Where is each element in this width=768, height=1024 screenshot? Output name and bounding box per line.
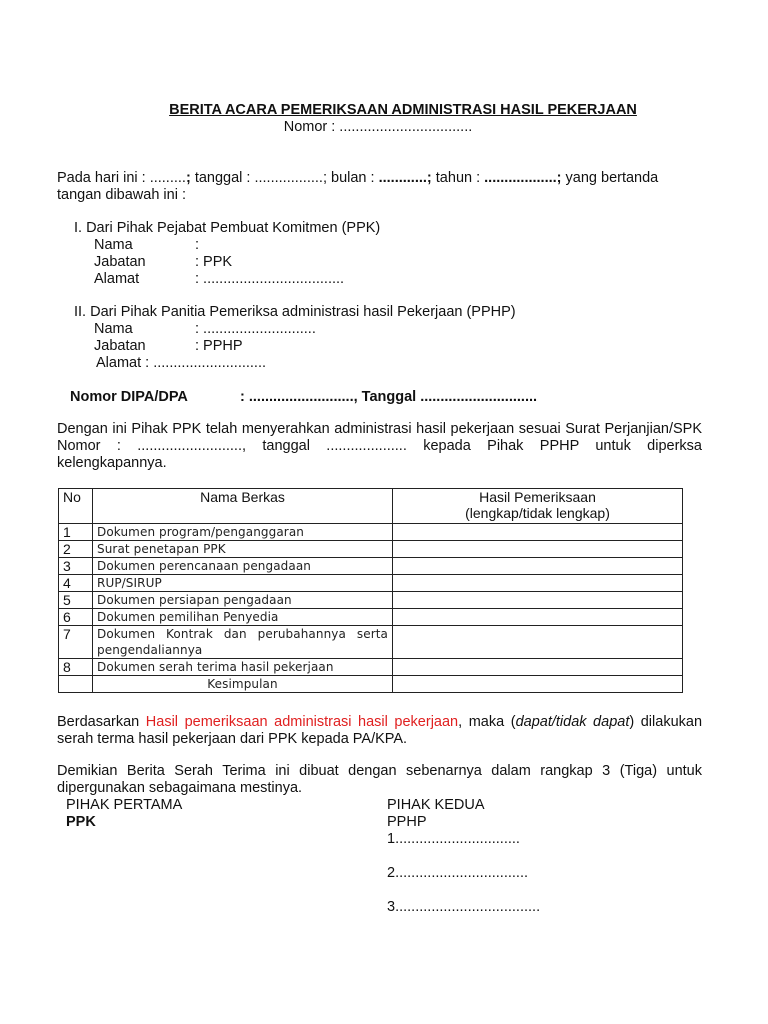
handover-paragraph: Dengan ini Pihak PPK telah menyerahkan administrasi hasil pekerjaan sesuai Surat Perjanjian/SPK Nomor : .........................., tanggal .................... kepada Pihak PPHP untuk diperksa kelengkapannya. (57, 421, 702, 471)
conclusion-text-e: ) dilakukan serah terma hasil pekerjaan dari PPK kepada PA/KPA. (57, 714, 703, 747)
party1-heading: I. Dari Pihak Pejabat Pembuat Komitmen (PPK) (74, 220, 381, 236)
conclusion-paragraph (57, 714, 702, 748)
table-row (59, 592, 683, 609)
row-hasil[interactable] (393, 626, 683, 659)
table-row (59, 609, 683, 626)
header-hasil-label: Hasil Pemeriksaan (479, 489, 596, 505)
opening-tahun-value: ..................; (484, 170, 566, 186)
opening-tahun: tahun : (435, 170, 485, 186)
row-no: 4 (59, 575, 93, 592)
opening-line-2: tangan dibawah ini : (57, 187, 186, 203)
table-row (59, 659, 683, 676)
row-no: 6 (59, 609, 93, 626)
row-hasil[interactable] (393, 592, 683, 609)
conclusion-text-a: Berdasarkan (57, 714, 146, 730)
row-hasil[interactable] (393, 609, 683, 626)
row-nama: Dokumen pemilihan Penyedia (93, 609, 393, 626)
signature-left-role: PPK (66, 814, 96, 830)
table-row-kesimpulan (59, 676, 683, 693)
party2-heading: II. Dari Pihak Panitia Pemeriksa administrasi hasil Pekerjaan (PPHP) (74, 304, 516, 320)
signature-line-2[interactable]: 2................................. (387, 865, 529, 881)
party1-alamat-value: : ................................... (195, 271, 345, 287)
header-hasil (393, 489, 683, 524)
opening-bulan-value: ............; (378, 170, 436, 186)
opening-hari: Pada hari ini : ......... (57, 170, 186, 186)
closing-paragraph: Demikian Berita Serah Terima ini dibuat dengan sebenarnya dalam rangkap 3 (Tiga) untuk dipergunakan sebagaimana mestinya. (57, 763, 702, 796)
row-nama (93, 626, 393, 659)
conclusion-text-c: , maka ( (458, 714, 516, 730)
opening-line-1 (57, 170, 658, 187)
row-nama: RUP/SIRUP (93, 575, 393, 592)
kesimpulan-value[interactable] (393, 676, 683, 693)
party1-nama-label: Nama (94, 237, 133, 253)
header-no: No (59, 489, 93, 524)
party1-jabatan-label: Jabatan (94, 254, 146, 270)
party1-jabatan-value: : PPK (195, 254, 233, 270)
party2-alamat: Alamat : ............................ (96, 355, 267, 371)
row-hasil[interactable] (393, 575, 683, 592)
row-nama: Dokumen program/penganggaran (93, 524, 393, 541)
row-hasil[interactable] (393, 541, 683, 558)
table-row (59, 575, 683, 592)
party1-alamat-label: Alamat (94, 271, 140, 287)
table-header-row (59, 489, 683, 524)
row-nama-line-1: Dokumen Kontrak dan perubahannya serta (97, 627, 388, 641)
row-no: 5 (59, 592, 93, 609)
table-row (59, 626, 683, 659)
opening-sep-1: ; (185, 170, 195, 186)
row-hasil[interactable] (393, 558, 683, 575)
row-no (59, 676, 93, 693)
row-hasil[interactable] (393, 524, 683, 541)
signature-right-title: PIHAK KEDUA (387, 797, 485, 813)
dipa-label: Nomor DIPA/DPA (70, 389, 188, 405)
row-no: 3 (59, 558, 93, 575)
document-checklist-table (58, 488, 683, 693)
kesimpulan-label: Kesimpulan (93, 676, 393, 693)
row-no: 2 (59, 541, 93, 558)
party1-nama-value: : (195, 237, 200, 253)
party2-nama-label: Nama (94, 321, 133, 337)
signature-line-1[interactable]: 1............................... (387, 831, 520, 847)
row-no: 1 (59, 524, 93, 541)
row-nama: Dokumen serah terima hasil pekerjaan (93, 659, 393, 676)
dipa-value: : .........................., Tanggal ............................. (240, 389, 538, 405)
signature-right-role: PPHP (387, 814, 427, 830)
document-number: Nomor : ................................. (283, 119, 473, 135)
header-nama-berkas: Nama Berkas (93, 489, 393, 524)
row-no: 8 (59, 659, 93, 676)
row-nama-line-2: pengendaliannya (97, 643, 203, 657)
party2-jabatan-value: : PPHP (195, 338, 243, 354)
table-row (59, 558, 683, 575)
table-row (59, 524, 683, 541)
table-row (59, 541, 683, 558)
row-nama: Dokumen persiapan pengadaan (93, 592, 393, 609)
signature-left-title: PIHAK PERTAMA (66, 797, 183, 813)
header-hasil-sub: (lengkap/tidak lengkap) (465, 505, 610, 521)
conclusion-highlight: Hasil pemeriksaan administrasi hasil pekerjaan (145, 714, 459, 730)
party2-jabatan-label: Jabatan (94, 338, 146, 354)
conclusion-option: dapat/tidak dapat (515, 714, 630, 730)
row-no: 7 (59, 626, 93, 659)
row-nama: Surat penetapan PPK (93, 541, 393, 558)
row-hasil[interactable] (393, 659, 683, 676)
opening-bertanda: yang bertanda (565, 170, 659, 186)
party2-nama-value: : ............................ (195, 321, 316, 337)
row-nama: Dokumen perencanaan pengadaan (93, 558, 393, 575)
document-title: BERITA ACARA PEMERIKSAAN ADMINISTRASI HASIL PEKERJAAN (169, 102, 637, 118)
signature-line-3[interactable]: 3.................................... (387, 899, 541, 915)
opening-tanggal-bulan: tanggal : .................; bulan : (194, 170, 379, 186)
